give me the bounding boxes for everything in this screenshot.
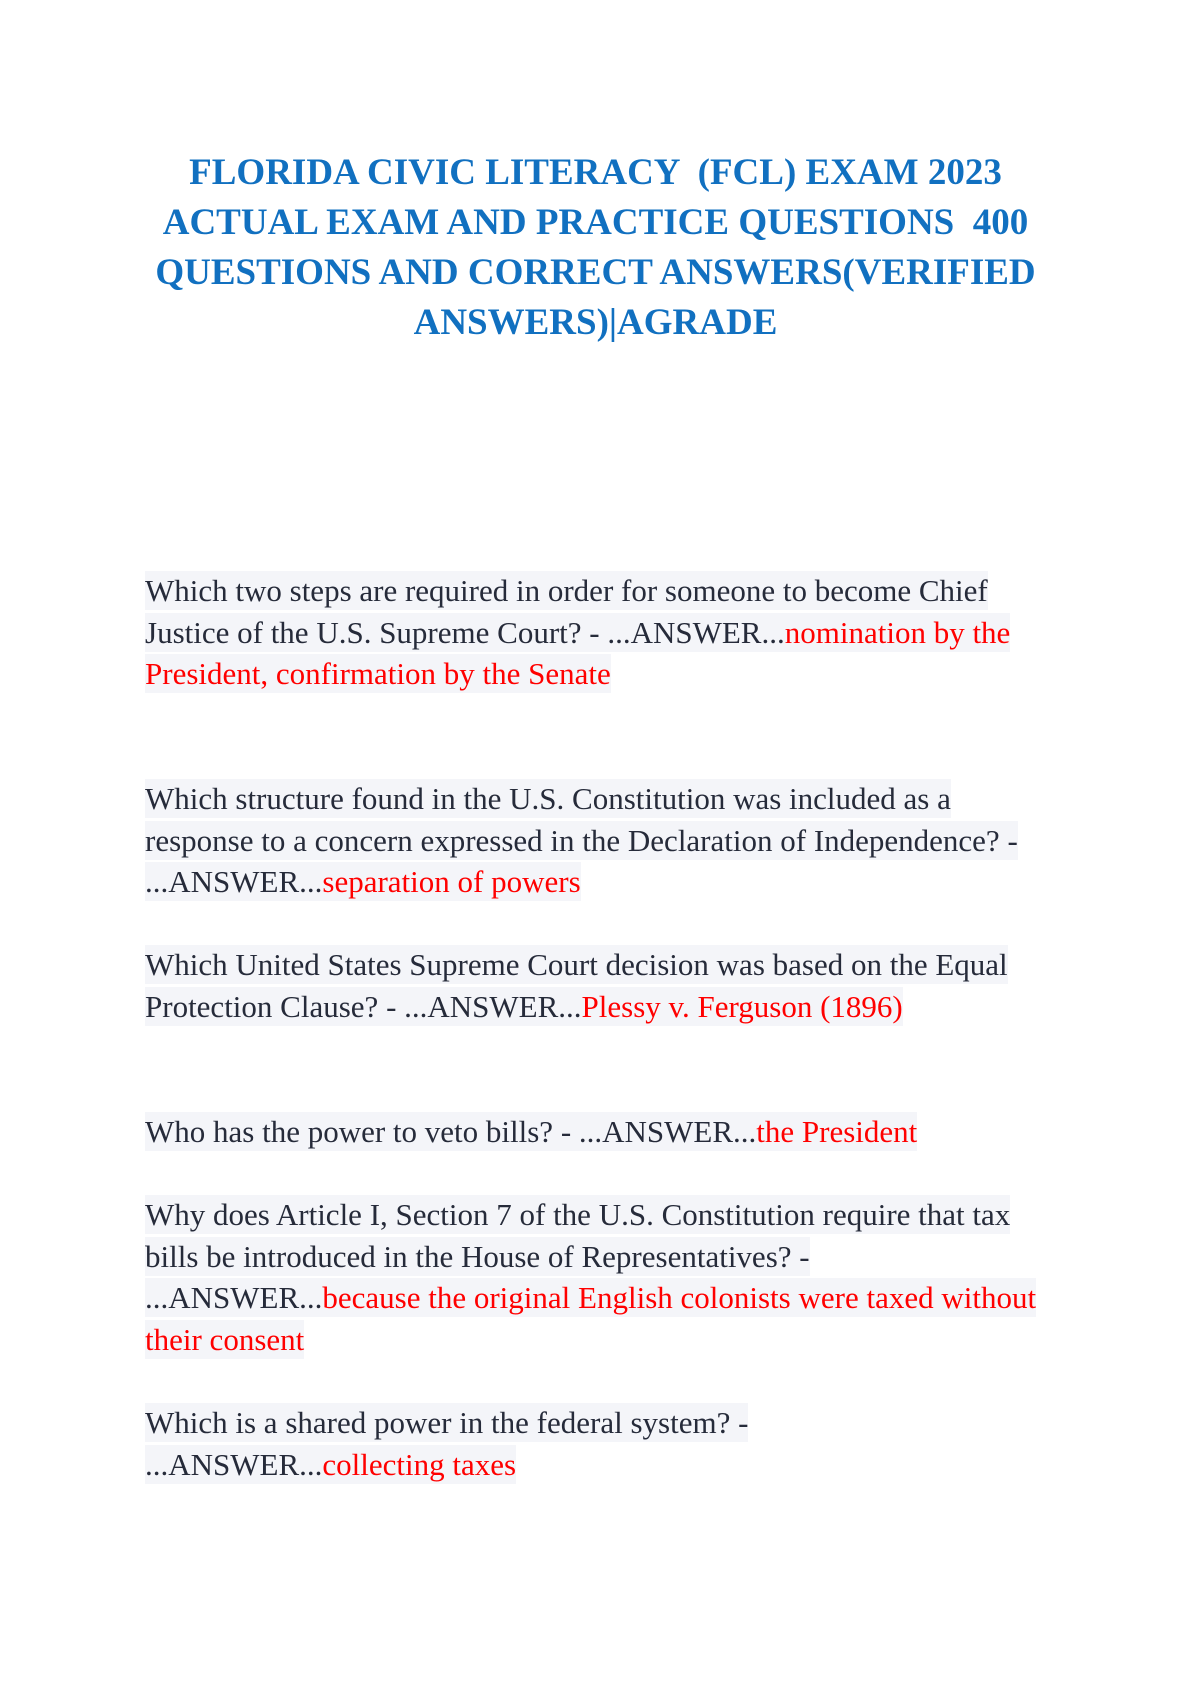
- answer-text: the President: [756, 1114, 918, 1149]
- qa-item: [145, 944, 1055, 1027]
- answer-marker: - ...ANSWER...: [145, 1238, 810, 1316]
- qa-item: [145, 1111, 1105, 1153]
- qa-item: [145, 1194, 1055, 1360]
- question-text: Which is a shared power in the federal system?: [145, 1405, 731, 1440]
- answer-text: nomination by the President, confirmation by the Senate: [145, 614, 1011, 692]
- answer-marker: - ...ANSWER...: [145, 1405, 749, 1482]
- question-text: Which United States Supreme Court decision was based on the Equal Protection Clause?: [145, 947, 1008, 1024]
- answer-text: Plessy v. Ferguson (1896): [581, 988, 903, 1024]
- question-text: Which structure found in the U.S. Constitution was included as a response to a concern expressed in the Declaration of Independence?: [145, 781, 1000, 858]
- answer-marker: - ...ANSWER...: [581, 614, 785, 650]
- document-title: FLORIDA CIVIC LITERACY (FCL) EXAM 2023 ACTUAL EXAM AND PRACTICE QUESTIONS 400 QUESTIONS AND CORRECT ANSWERS(VERIFIED ANSWERS)|AGRADE: [155, 152, 1043, 343]
- answer-text: collecting taxes: [322, 1446, 517, 1482]
- answer-text: separation of powers: [322, 864, 581, 900]
- question-text: Who has the power to veto bills?: [145, 1114, 554, 1149]
- answer-text: because the original English colonists were taxed without their consent: [145, 1280, 1037, 1357]
- qa-item: [145, 1402, 905, 1485]
- question-text: Why does Article I, Section 7 of the U.S. Constitution require that tax bills be introduced in the House of Representatives?: [145, 1197, 1011, 1274]
- answer-marker: - ...ANSWER...: [553, 1114, 757, 1149]
- question-text: Which two steps are required in order for someone to become Chief Justice of the U.S. Supreme Court?: [145, 573, 988, 650]
- qa-item: [145, 778, 1055, 903]
- answer-marker: - ...ANSWER...: [145, 822, 1018, 900]
- answer-marker: - ...ANSWER...: [378, 988, 582, 1024]
- qa-item: [145, 570, 1055, 695]
